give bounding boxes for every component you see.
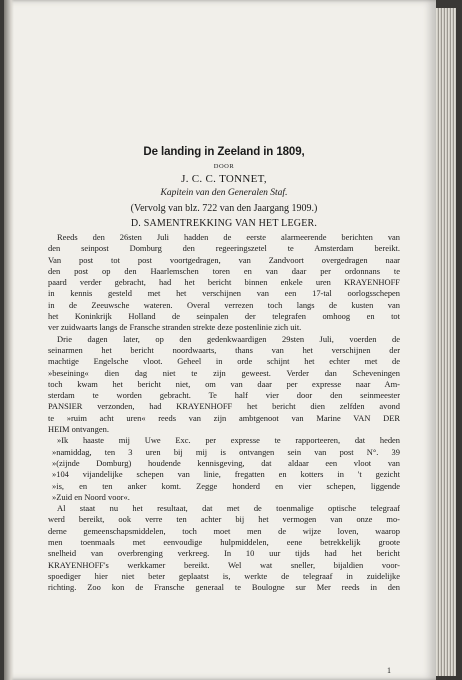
text-line: Van post tot post voortgedragen, van Zandvoort overgedragen naar xyxy=(48,254,400,265)
page-number: 1 xyxy=(387,666,391,675)
text-line: spoediger hier niet beter geplaatst is, werkte de telegraaf in zuidelijke xyxy=(48,570,400,581)
text-line: het Koninkrijk Holland de seinpalen der telegrafen omhoog en tot xyxy=(48,311,400,322)
text-line: KRAYENHOFF's werkkamer bereikt. Wel wat sneller, bijaldien voor- xyxy=(48,559,400,570)
page-content xyxy=(48,146,400,594)
paragraph xyxy=(48,334,400,436)
text-line: PANSIER verzonden, had KRAYENHOFF het bericht dien zelfden avond xyxy=(48,401,400,412)
section-heading: D. SAMENTREKKING VAN HET LEGER. xyxy=(130,218,318,229)
text-line: richting. Zoo kon de Fransche generaal te Boulogne sur Mer reeds in den xyxy=(48,582,400,593)
text-line: »104 vijandelijke schepen van linie, fregatten en kotters in 't gezicht xyxy=(52,469,400,480)
text-line: paard verder gebracht, had het bericht binnen enkele uren KRAYENHOFF xyxy=(48,277,400,288)
author-name: J. C. C. TONNET, xyxy=(181,173,267,185)
text-line: »(zijnde Domburg) houdende kennisgeving, dat aldaar een vloot van xyxy=(52,457,400,468)
paragraph xyxy=(48,232,400,334)
text-line: »beseining« dien dag niet te zijn geweest. Verder dan Scheveningen xyxy=(48,367,400,378)
book-gutter xyxy=(4,0,14,680)
text-line: ver zuidwaarts langs de Fransche stranden strekte deze postenlinie zich uit. xyxy=(48,322,302,333)
book-page xyxy=(4,0,436,680)
text-line: HEIM ontvangen. xyxy=(48,424,109,435)
text-line: werd bereikt, ook verre ten achter bij het vermogen van onze mo- xyxy=(48,514,400,525)
text-line: Al staat nu het resultaat, dat met de toenmalige optische telegraaf xyxy=(57,503,400,514)
article-title: De landing in Zeeland in 1809, xyxy=(143,146,305,158)
paragraph xyxy=(48,503,400,593)
text-line: »namiddag, ten 3 uren bij mij is ontvangen sein van post N°. 39 xyxy=(52,446,400,457)
text-line: in de Zeeuwsche wateren. Overal verrezen toch langs de kusten van xyxy=(48,299,400,310)
text-line: Reeds den 26sten Juli hadden de eerste alarmeerende berichten van xyxy=(57,232,400,242)
text-line: Drie dagen later, op den gedenkwaardigen 29sten Juli, voerden de xyxy=(57,333,400,344)
quoted-paragraph xyxy=(48,435,400,503)
article-body xyxy=(48,232,400,594)
text-line: snelheid van overbrenging verkreeg. In 10 uur tijds had het bericht xyxy=(48,548,400,559)
text-line: sterdam te worden gebracht. Te half vier door den seinmeester xyxy=(48,390,400,401)
text-line: derne gemeenschapsmiddelen, toch moet men de wijze loven, waarop xyxy=(48,525,400,536)
text-line: »Ik haaste mij Uwe Exc. per expresse te rapporteeren, dat heden xyxy=(57,435,400,446)
continuation-note: (Vervolg van blz. 722 van den Jaargang 1909.) xyxy=(130,203,318,214)
text-line: men toenmaals met eenvoudige hulpmiddelen, eene betrekkelijk groote xyxy=(48,537,400,548)
text-line: toch kwam het bericht niet, om van daar per expresse naar Am- xyxy=(48,378,400,389)
byline-door: DOOR xyxy=(213,163,235,170)
text-line: machtige Engelsche vloot. Geheel in orde schijnt het echter met de xyxy=(48,356,400,367)
text-line: seinarmen het bericht noordwaarts, thans van het verschijnen der xyxy=(48,344,400,355)
text-line: in kennis gesteld met het verschijnen van een 17-tal oorlogsschepen xyxy=(48,288,400,299)
text-line: »Zuid en Noord voor«. xyxy=(52,491,130,502)
text-line: den seinpost Domburg den regeeringszetel te Amsterdam bereikt. xyxy=(48,243,400,254)
text-line: »is, en ten anker komt. Zegge honderd en vier schepen, liggende xyxy=(52,480,400,491)
text-line: te »ruim acht uren« reeds van zijn ambtgenoot van Marine VAN DER xyxy=(48,412,400,423)
author-rank: Kapitein van den Generalen Staf. xyxy=(160,188,288,198)
page-edges xyxy=(434,8,456,676)
text-line: den post op den Haarlemschen toren en van daar per ordonnans te xyxy=(48,265,400,276)
